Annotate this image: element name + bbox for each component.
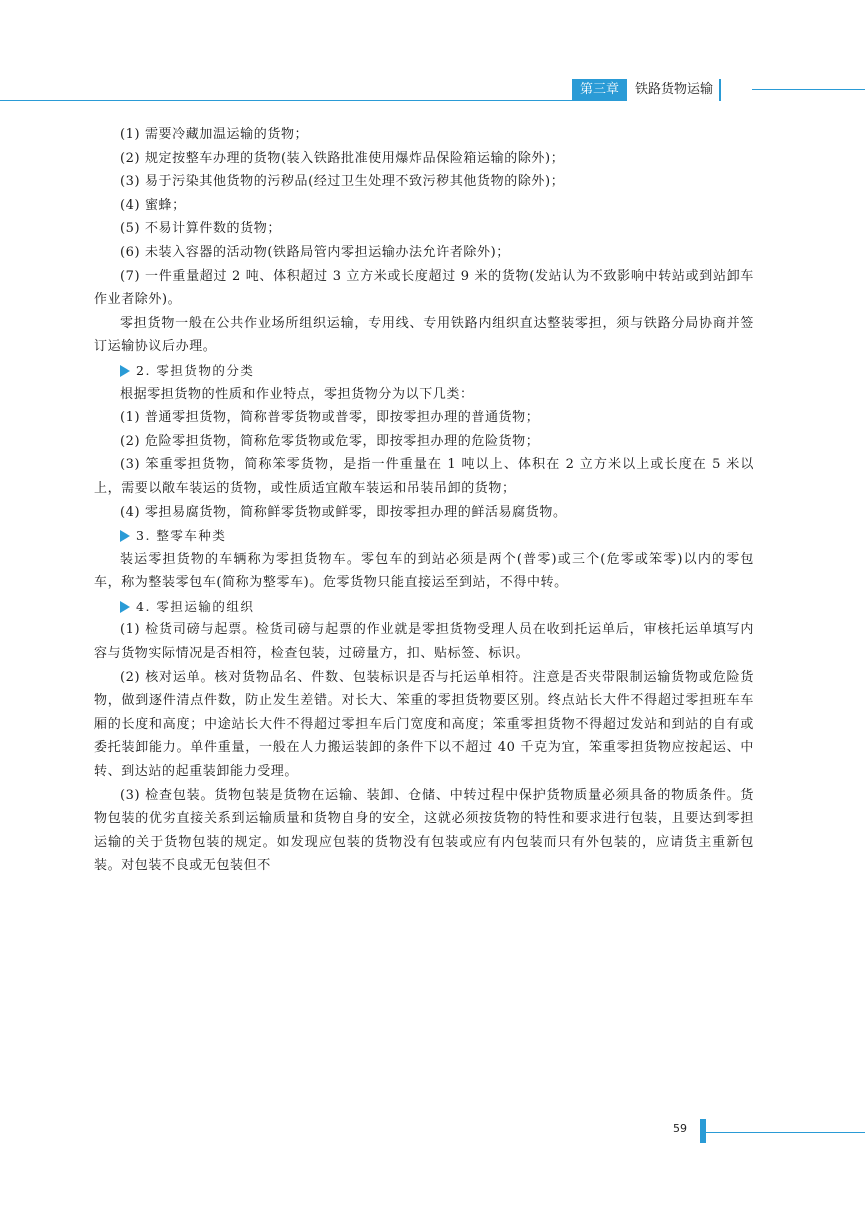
page-body: [94, 123, 754, 878]
section-heading-3: [94, 524, 754, 548]
section-heading-2: [94, 359, 754, 383]
paragraph: (2) 规定按整车办理的货物(装入铁路批准使用爆炸品保险箱运输的除外)；: [120, 150, 565, 166]
chapter-header: [572, 79, 721, 101]
paragraph: (2) 核对运单。核对货物品名、件数、包装标识是否与托运单相符。注意是否夹带限制运输货物或危险货物，做到逐件清点件数，防止发生差错。对长大、笨重的零担货物要区别。终点站长大件不得超过零担班车车厢的长度和高度；中途站长大件不得超过零担车后门宽度和高度；笨重零担货物不得超过发站和到站的自有或委托装卸能力。单件重量，一般在人力搬运装卸的条件下以不超过 40 千克为宜，笨重零担货物应按起运、中转、到达站的起重装卸能力受理。: [94, 669, 754, 780]
paragraph: (4) 零担易腐货物，简称鲜零货物或鲜零，即按零担办理的鲜活易腐货物。: [120, 504, 567, 520]
paragraph: (3) 检查包装。货物包装是货物在运输、装卸、仓储、中转过程中保护货物质量必须具备的物质条件。货物包装的优劣直接关系到运输质量和货物自身的安全，这就必须按货物的特性和要求进行包装，且要达到零担运输的关于货物包装的规定。如发现应包装的货物没有包装或应有内包装而只有外包装的，应请货主重新包装。对包装不良或无包装但不: [94, 787, 754, 874]
paragraph: (1) 需要冷藏加温运输的货物；: [120, 127, 309, 142]
paragraph: (3) 笨重零担货物，简称笨零货物，是指一件重量在 1 吨以上、体积在 2 立方米以上或长度在 5 米以上，需要以敞车装运的货物，或性质适宜敞车装运和吊装吊卸的货物；: [94, 457, 754, 496]
paragraph: 根据零担货物的性质和作业特点，零担货物分为以下几类：: [120, 386, 474, 402]
chapter-title: 铁路货物运输: [635, 82, 714, 97]
paragraph: 装运零担货物的车辆称为零担货物车。零包车的到站必须是两个(普零)或三个(危零或笨零)以内的零包车，称为整装零包车(简称为整零车)。危零货物只能直接运至到站，不得中转。: [94, 551, 754, 591]
triangle-bullet-icon: [120, 365, 130, 377]
triangle-bullet-icon: [120, 530, 130, 542]
section-heading-4: [94, 595, 754, 619]
paragraph: (6) 未装入容器的活动物(铁路局管内零担运输办法允许者除外)；: [120, 244, 510, 260]
paragraph: (5) 不易计算件数的货物；: [120, 221, 281, 237]
header-right-rule: [752, 89, 865, 90]
footer-rule: [706, 1132, 865, 1133]
page-number: 59: [673, 1122, 687, 1135]
triangle-bullet-icon: [120, 601, 130, 613]
footer-bar: [700, 1119, 706, 1143]
paragraph: (1) 普通零担货物，简称普零货物或普零，即按零担办理的普通货物；: [120, 410, 540, 426]
header-rule: [0, 100, 572, 101]
section-heading-text: 4. 零担运输的组织: [136, 598, 255, 614]
paragraph: (7) 一件重量超过 2 吨、体积超过 3 立方米或长度超过 9 米的货物(发站认为不致影响中转站或到站卸车作业者除外)。: [94, 268, 754, 308]
paragraph: 零担货物一般在公共作业场所组织运输，专用线、专用铁路内组织直达整装零担，须与铁路分局协商并签订运输协议后办理。: [94, 315, 754, 355]
header-bar: [719, 79, 721, 101]
paragraph: (4) 蜜蜂；: [120, 197, 186, 213]
paragraph: (3) 易于污染其他货物的污秽品(经过卫生处理不致污秽其他货物的除外)；: [120, 174, 565, 190]
paragraph: (2) 危险零担货物，简称危零货物或危零，即按零担办理的危险货物；: [120, 433, 540, 449]
section-heading-text: 3. 整零车种类: [136, 528, 227, 544]
chapter-label: 第三章: [572, 79, 627, 101]
section-heading-text: 2. 零担货物的分类: [136, 362, 255, 378]
paragraph: (1) 检货司磅与起票。检货司磅与起票的作业就是零担货物受理人员在收到托运单后，审核托运单填写内容与货物实际情况是否相符，检查包装，过磅量方，扣、贴标签、标识。: [94, 622, 754, 662]
